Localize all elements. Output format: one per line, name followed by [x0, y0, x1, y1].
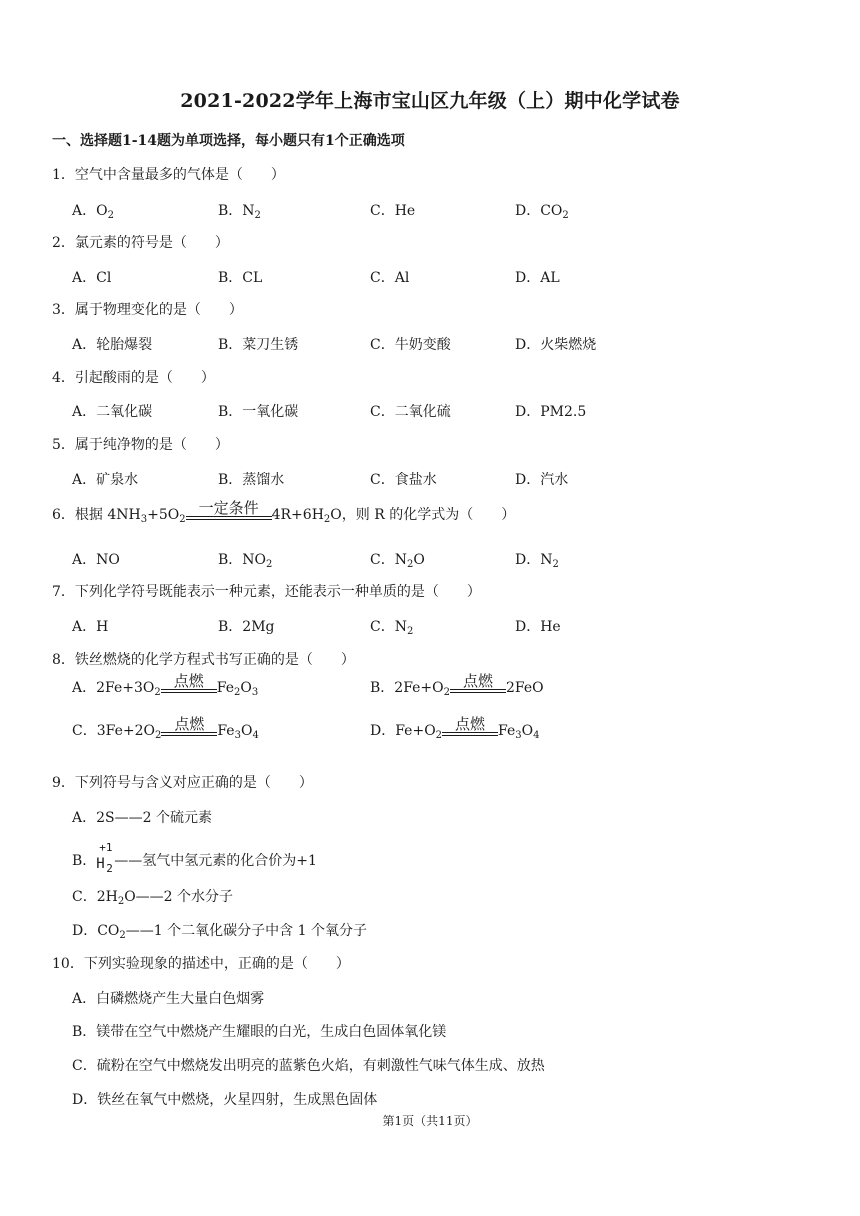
ignite-condition-arrow: 点燃 [442, 716, 498, 740]
question-1-stem: 1．空气中含量最多的气体是（ ） [52, 167, 285, 183]
q8-option-c: C．$3Fe+2O_2$ 点燃 $Fe_3O_4$ [72, 715, 259, 741]
ignite-condition-arrow: 点燃 [450, 673, 506, 697]
q1-option-b: B．$N_2$ [218, 203, 261, 221]
q9-option-d: D．$CO_2——1$ 个二氧化碳分子中含 1 个氧分子 [72, 923, 367, 941]
q6-option-a: A．NO [72, 552, 120, 568]
section-heading: 一、选择题1-14题为单项选择，每小题只有1个正确选项 [52, 133, 405, 149]
question-7-stem: 7．下列化学符号既能表示一种元素，还能表示一种单质的是（ ） [52, 584, 481, 600]
q1-option-c: C．He [370, 203, 416, 219]
q7-option-a: A．H [72, 619, 109, 635]
page-title: 2021-2022学年上海市宝山区九年级（上）期中化学试卷 [180, 90, 680, 112]
question-4-stem: 4．引起酸雨的是（ ） [52, 370, 215, 386]
q6-option-d: D．$N_2$ [515, 552, 559, 570]
q6-option-c: C．$N_2O$ [370, 552, 425, 570]
q3-option-b: B．菜刀生锈 [218, 337, 299, 353]
q9-option-c: C．$2H_2O——2$ 个水分子 [72, 889, 234, 907]
question-6-stem: 6．根据 $4NH_3+5O_2$ 一定条件 $4R+6H_2O$，则 R 的化学式为（ ） [52, 499, 516, 525]
q9-option-a: A．2S——2 个硫元素 [72, 810, 212, 826]
q2-option-d: D．AL [515, 270, 560, 286]
q8-option-d: D．$Fe+O_2$ 点燃 $Fe_3O_4$ [370, 715, 540, 741]
q1-option-d: D．$CO_2$ [515, 203, 569, 221]
q8-option-b: B．$2Fe+O_2$ 点燃 2FeO [370, 672, 544, 698]
ignite-condition-arrow: 点燃 [161, 673, 217, 697]
q5-option-c: C．食盐水 [370, 472, 437, 488]
q7-option-c: C．$N_2$ [370, 619, 414, 637]
q4-option-c: C．二氧化硫 [370, 404, 451, 420]
q6-option-b: B．$NO_2$ [218, 552, 273, 570]
q4-option-a: A．二氧化碳 [72, 404, 153, 420]
q5-option-d: D．汽水 [515, 472, 569, 488]
q3-option-a: A．轮胎爆裂 [72, 337, 153, 353]
q5-option-a: A．矿泉水 [72, 472, 139, 488]
q10-option-c: C．硫粉在空气中燃烧发出明亮的蓝紫色火焰，有刺激性气味气体生成、放热 [72, 1058, 545, 1074]
question-5-stem: 5．属于纯净物的是（ ） [52, 437, 229, 453]
question-10-stem: 10．下列实验现象的描述中，正确的是（ ） [52, 956, 350, 972]
q4-option-d: D．PM2.5 [515, 404, 587, 420]
q2-option-b: B．CL [218, 270, 263, 286]
q2-option-c: C．Al [370, 270, 410, 286]
q8-option-a: A．$2Fe+3O_2$ 点燃 $Fe_2O_3$ [72, 672, 259, 698]
q10-option-b: B．镁带在空气中燃烧产生耀眼的白光，生成白色固体氧化镁 [72, 1024, 447, 1040]
q4-option-b: B．一氧化碳 [218, 404, 299, 420]
ignite-condition-arrow: 点燃 [161, 716, 217, 740]
q5-option-b: B．蒸馏水 [218, 472, 285, 488]
q7-option-b: B．2Mg [218, 619, 275, 635]
q1-option-a: A．$O_2$ [72, 203, 114, 221]
question-3-stem: 3．属于物理变化的是（ ） [52, 302, 243, 318]
page-footer: 第1页（共11页） [382, 1114, 478, 1128]
question-8-stem: 8．铁丝燃烧的化学方程式书写正确的是（ ） [52, 652, 355, 668]
question-9-stem: 9．下列符号与含义对应正确的是（ ） [52, 775, 313, 791]
q10-option-d: D．铁丝在氧气中燃烧，火星四射，生成黑色固体 [72, 1092, 378, 1108]
q2-option-a: A．Cl [72, 270, 112, 286]
question-2-stem: 2．氯元素的符号是（ ） [52, 235, 229, 251]
q3-option-c: C．牛奶变酸 [370, 337, 451, 353]
reaction-condition-arrow: 一定条件 [186, 500, 272, 524]
q9-option-b: B． +1 H 2 ——氢气中氢元素的化合价为+1 [72, 841, 317, 875]
valence-notation: +1 H 2 [96, 841, 113, 875]
q10-option-a: A．白磷燃烧产生大量白色烟雾 [72, 991, 265, 1007]
q7-option-d: D．He [515, 619, 561, 635]
q3-option-d: D．火柴燃烧 [515, 337, 597, 353]
